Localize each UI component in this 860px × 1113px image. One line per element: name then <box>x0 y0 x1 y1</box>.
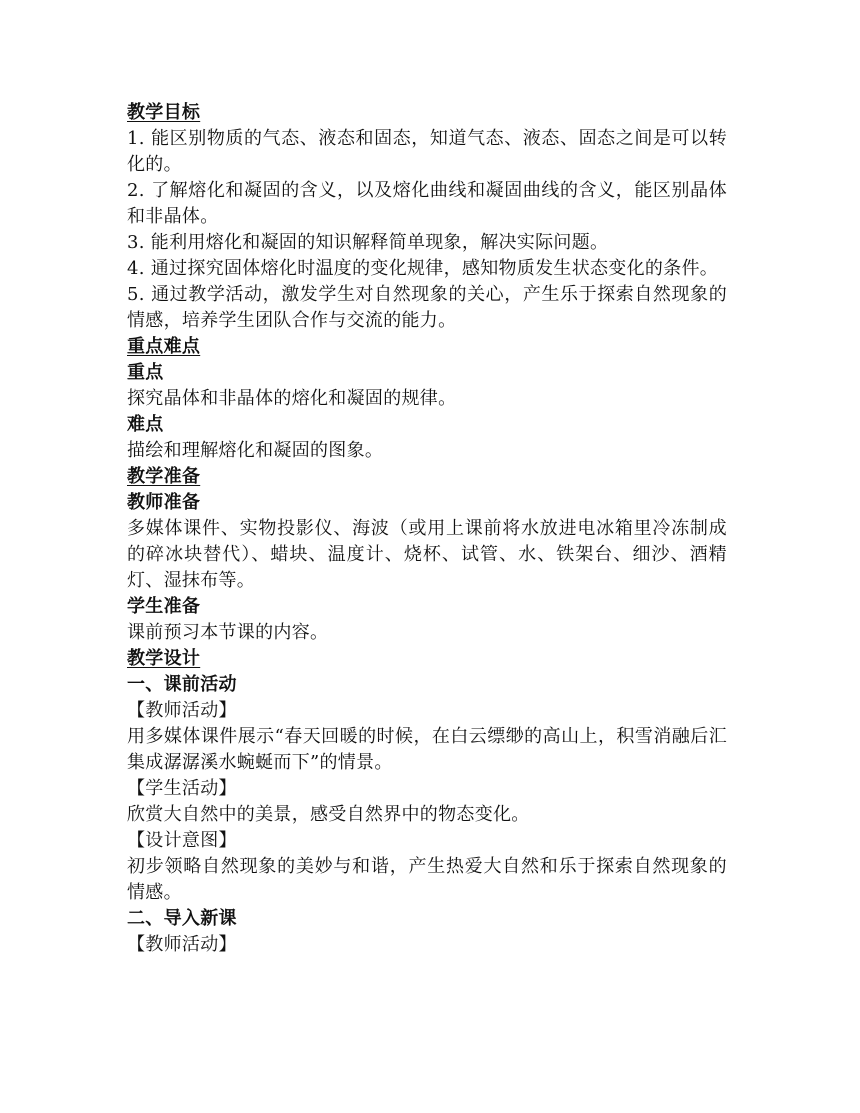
objective-item-5: 5. 通过教学活动，激发学生对自然现象的关心，产生乐于探索自然现象的情感，培养学生团队合作与交流的能力。 <box>127 284 727 331</box>
difficult-point-label: 难点 <box>127 414 164 435</box>
section1-intent-label: 【设计意图】 <box>127 830 237 851</box>
preparation-heading: 教学准备 <box>127 466 201 487</box>
objective-item-4: 4. 通过探究固体熔化时温度的变化规律，感知物质发生状态变化的条件。 <box>127 258 719 279</box>
document-page <box>127 100 727 958</box>
section2-heading: 二、导入新课 <box>127 908 237 929</box>
key-points-heading: 重点难点 <box>127 336 201 357</box>
student-preparation-label: 学生准备 <box>127 596 201 617</box>
section1-student-label: 【学生活动】 <box>127 778 237 799</box>
objectives-heading: 教学目标 <box>127 102 201 123</box>
section1-intent-text: 初步领略自然现象的美妙与和谐，产生热爱大自然和乐于探索自然现象的情感。 <box>127 856 727 903</box>
section1-teacher-label: 【教师活动】 <box>127 700 237 721</box>
objective-item-3: 3. 能利用熔化和凝固的知识解释简单现象，解决实际问题。 <box>127 232 609 253</box>
teacher-preparation-text: 多媒体课件、实物投影仪、海波（或用上课前将水放进电冰箱里冷冻制成的碎冰块替代）、蜡块、温度计、烧杯、试管、水、铁架台、细沙、酒精灯、湿抹布等。 <box>127 518 727 591</box>
design-heading: 教学设计 <box>127 648 201 669</box>
section1-heading: 一、课前活动 <box>127 674 237 695</box>
objective-item-1: 1. 能区别物质的气态、液态和固态，知道气态、液态、固态之间是可以转化的。 <box>127 128 727 175</box>
key-point-text: 探究晶体和非晶体的熔化和凝固的规律。 <box>127 388 457 409</box>
section1-teacher-text: 用多媒体课件展示“春天回暖的时候，在白云缥缈的高山上，积雪消融后汇集成潺潺溪水蜿蜒而下”的情景。 <box>127 726 727 773</box>
student-preparation-text: 课前预习本节课的内容。 <box>127 622 329 643</box>
section2-teacher-label: 【教师活动】 <box>127 934 237 955</box>
difficult-point-text: 描绘和理解熔化和凝固的图象。 <box>127 440 384 461</box>
objective-item-2: 2. 了解熔化和凝固的含义，以及熔化曲线和凝固曲线的含义，能区别晶体和非晶体。 <box>127 180 727 227</box>
section1-student-text: 欣赏大自然中的美景，感受自然界中的物态变化。 <box>127 804 530 825</box>
teacher-preparation-label: 教师准备 <box>127 492 201 513</box>
key-point-label: 重点 <box>127 362 164 383</box>
